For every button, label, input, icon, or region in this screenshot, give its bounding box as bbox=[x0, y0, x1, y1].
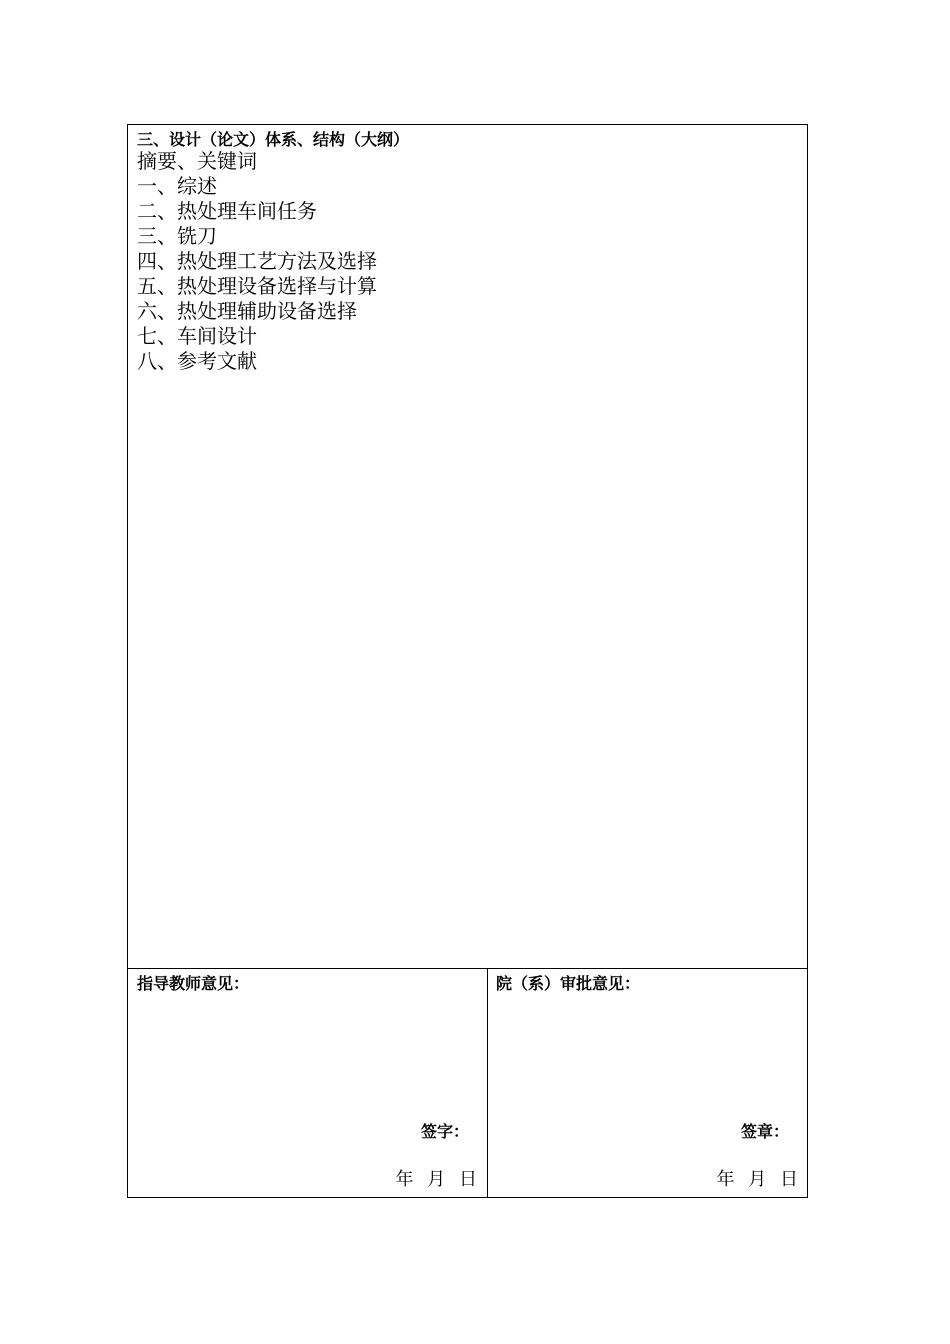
advisor-signature-label: 签字： bbox=[420, 1122, 469, 1141]
outline-item-1: 一、综述 bbox=[137, 174, 217, 198]
outline-item-4: 四、热处理工艺方法及选择 bbox=[137, 249, 377, 273]
outline-item-8: 八、参考文献 bbox=[137, 349, 257, 373]
outline-item-7: 七、车间设计 bbox=[137, 324, 257, 348]
outline-item-2: 二、热处理车间任务 bbox=[137, 199, 317, 223]
department-approval-title: 院（系）审批意见： bbox=[496, 974, 641, 993]
department-date-line: 年 月 日 bbox=[716, 1169, 798, 1190]
outline-item-3: 三、铣刀 bbox=[137, 224, 217, 248]
outline-item-5: 五、热处理设备选择与计算 bbox=[137, 274, 377, 298]
outline-section bbox=[128, 125, 807, 969]
department-approval-cell bbox=[488, 969, 807, 1197]
department-seal-label: 签章： bbox=[740, 1122, 789, 1141]
section-heading: 三、设计（论文）体系、结构（大纲） bbox=[137, 130, 410, 149]
outline-item-abstract: 摘要、关键词 bbox=[137, 149, 257, 173]
form-table bbox=[127, 124, 808, 1198]
advisor-date-line: 年 月 日 bbox=[395, 1169, 477, 1190]
outline-list bbox=[137, 149, 377, 374]
advisor-opinion-title: 指导教师意见： bbox=[137, 974, 250, 993]
advisor-opinion-cell bbox=[128, 969, 488, 1197]
outline-item-6: 六、热处理辅助设备选择 bbox=[137, 299, 357, 323]
